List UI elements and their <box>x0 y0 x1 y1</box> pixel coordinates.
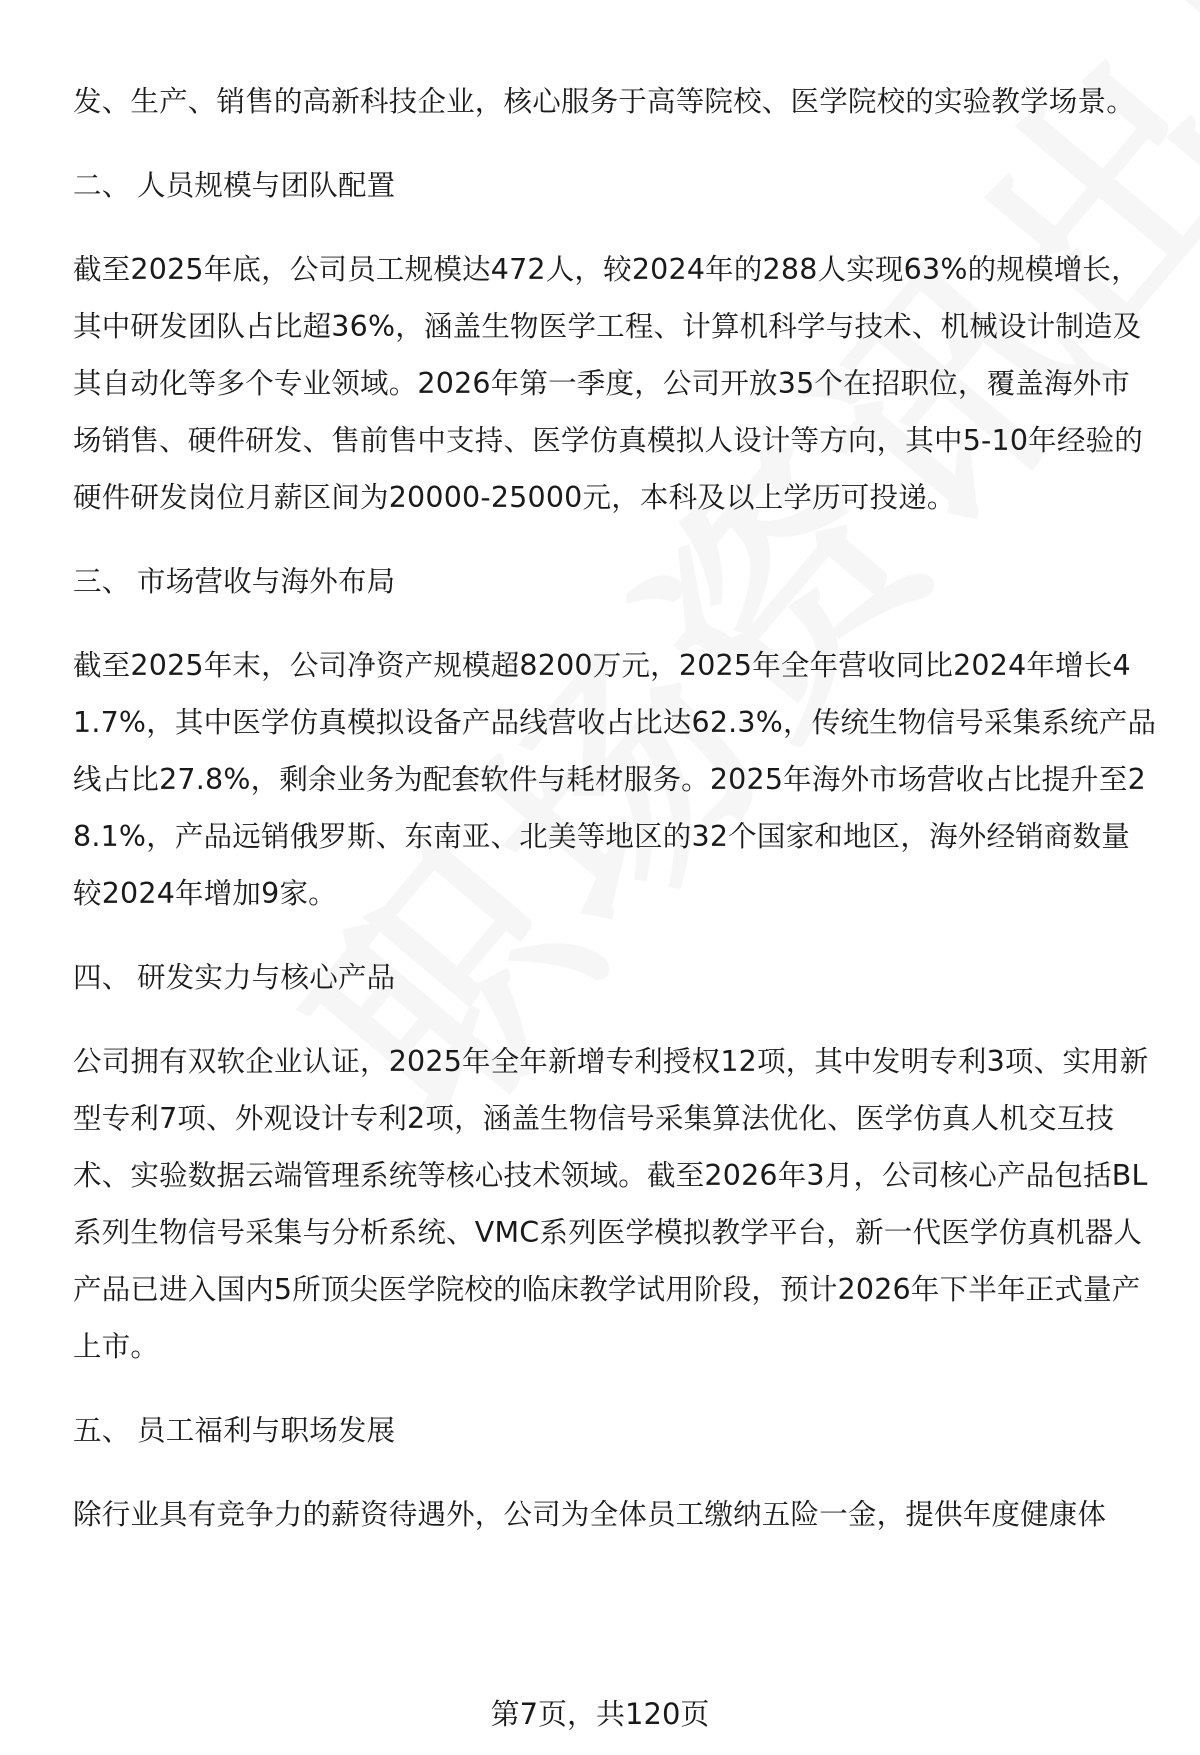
section-number: 三、 <box>73 565 131 598</box>
page-footer: 第7页，共120页 <box>490 1697 710 1731</box>
section-title: 研发实力与核心产品 <box>137 961 396 994</box>
section-heading-4 <box>73 949 1158 1006</box>
section-title: 员工福利与职场发展 <box>137 1414 396 1447</box>
document-body <box>73 73 1158 1570</box>
section-title: 人员规模与团队配置 <box>137 169 396 202</box>
paragraph-benefits: 除行业具有竞争力的薪资待遇外，公司为全体员工缴纳五险一金，提供年度健康体 <box>73 1498 1107 1531</box>
section-heading-2 <box>73 157 1158 214</box>
section-number: 二、 <box>73 169 131 202</box>
section-number: 五、 <box>73 1414 131 1447</box>
section-title: 市场营收与海外布局 <box>137 565 396 598</box>
paragraph-rnd-products: 公司拥有双软企业认证，2025年全年新增专利授权12项，其中发明专利3项、实用新型专利7项、外观设计专利2项，涵盖生物信号采集算法优化、医学仿真人机交互技术、实验数据云端管理系统等核心技术领域。截至2026年3月，公司核心产品包括BL系列生物信号采集与分析系统、VMC系列医学模拟教学平台，新一代医学仿真机器人产品已进入国内5所顶尖医学院校的临床教学试用阶段，预计2026年下半年正式量产上市。 <box>73 1045 1149 1363</box>
section-heading-5 <box>73 1402 1158 1459</box>
paragraph-market-revenue: 截至2025年末，公司净资产规模超8200万元，2025年全年营收同比2024年增长41.7%，其中医学仿真模拟设备产品线营收占比达62.3%，传统生物信号采集系统产品线占比27.8%，剩余业务为配套软件与耗材服务。2025年海外市场营收占比提升至28.1%，产品远销俄罗斯、东南亚、北美等地区的32个国家和地区，海外经销商数量较2024年增加9家。 <box>73 649 1157 910</box>
paragraph-staff-scale: 截至2025年底，公司员工规模达472人，较2024年的288人实现63%的规模增长，其中研发团队占比超36%，涵盖生物医学工程、计算机科学与技术、机械设计制造及其自动化等多个专业领域。2026年第一季度，公司开放35个在招职位，覆盖海外市场销售、硬件研发、售前售中支持、医学仿真模拟人设计等方向，其中5-10年经验的硬件研发岗位月薪区间为20000-25000元，本科及以上学历可投递。 <box>73 253 1143 514</box>
section-number: 四、 <box>73 961 131 994</box>
section-heading-3 <box>73 553 1158 610</box>
paragraph-intro-continued: 发、生产、销售的高新科技企业，核心服务于高等院校、医学院校的实验教学场景。 <box>73 85 1135 118</box>
